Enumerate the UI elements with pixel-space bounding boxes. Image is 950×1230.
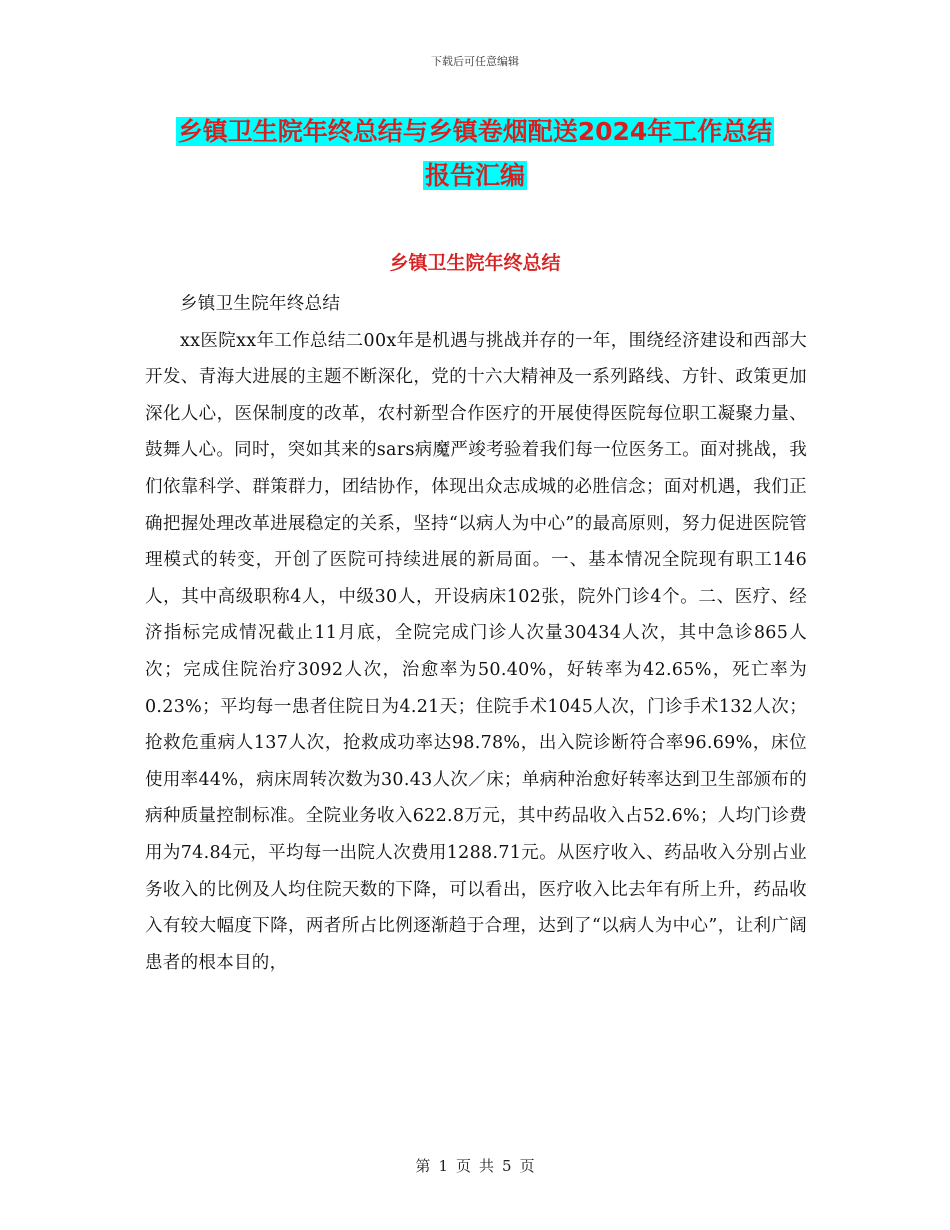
- body-paragraph-main: xx医院xx年工作总结二00x年是机遇与挑战并存的一年，围绕经济建设和西部大开发、青海大进展的主题不断深化，党的十六大精神及一系列路线、方针、政策更加深化人心，医保制度的改革，农村新型合作医疗的开展使得医院每位职工凝聚力量、鼓舞人心。同时，突如其来的sars病魔严竣考验着我们每一位医务工。面对挑战，我们依靠科学、群策群力，团结协作，体现出众志成城的必胜信念；面对机遇，我们正确把握处理改革进展稳定的关系，坚持“以病人为中心”的最高原则，努力促进医院管理模式的转变，开创了医院可持续进展的新局面。一、基本情况全院现有职工146人，其中高级职称4人，中级30人，开设病床102张，院外门诊4个。二、医疗、经济指标完成情况截止11月底，全院完成门诊人次量30434人次，其中急诊865人次；完成住院治疗3092人次，治愈率为50.40%，好转率为42.65%，死亡率为0.23%；平均每一患者住院日为4.21天；住院手术1045人次，门诊手术132人次；抢救危重病人137人次，抢救成功率达98.78%，出入院诊断符合率96.69%，床位使用率44%，病床周转次数为30.43人次／床；单病种治愈好转率达到卫生部颁布的病种质量控制标准。全院业务收入622.8万元，其中药品收入占52.6%；人均门诊费用为74.84元，平均每一出院人次费用1288.71元。从医疗收入、药品收入分别占业务收入的比例及人均住院天数的下降，可以看出，医疗收入比去年有所上升，药品收入有较大幅度下降，两者所占比例逐渐趋于合理，达到了“以病人为中心”，让利广阔患者的根本目的，: [145, 330, 807, 973]
- footer-prefix: 第: [415, 1157, 431, 1175]
- page-header-note: 下载后可任意编辑: [431, 55, 519, 68]
- body-paragraph-subtitle: 乡镇卫生院年终总结: [180, 294, 341, 314]
- footer-total-prefix: 共: [479, 1157, 495, 1175]
- document-title-line-2: 报告汇编: [424, 161, 525, 190]
- footer-total-label: 页: [519, 1157, 535, 1175]
- footer-page-label: 页: [455, 1157, 471, 1175]
- document-body: [145, 286, 807, 981]
- document-title-line-1: 乡镇卫生院年终总结与乡镇卷烟配送2024年工作总结: [177, 117, 773, 146]
- footer-total-pages: 5: [502, 1157, 512, 1175]
- document-title: [0, 110, 950, 198]
- page-footer: [0, 1155, 950, 1176]
- section-title: 乡镇卫生院年终总结: [389, 252, 561, 274]
- footer-current-page: 1: [438, 1157, 448, 1175]
